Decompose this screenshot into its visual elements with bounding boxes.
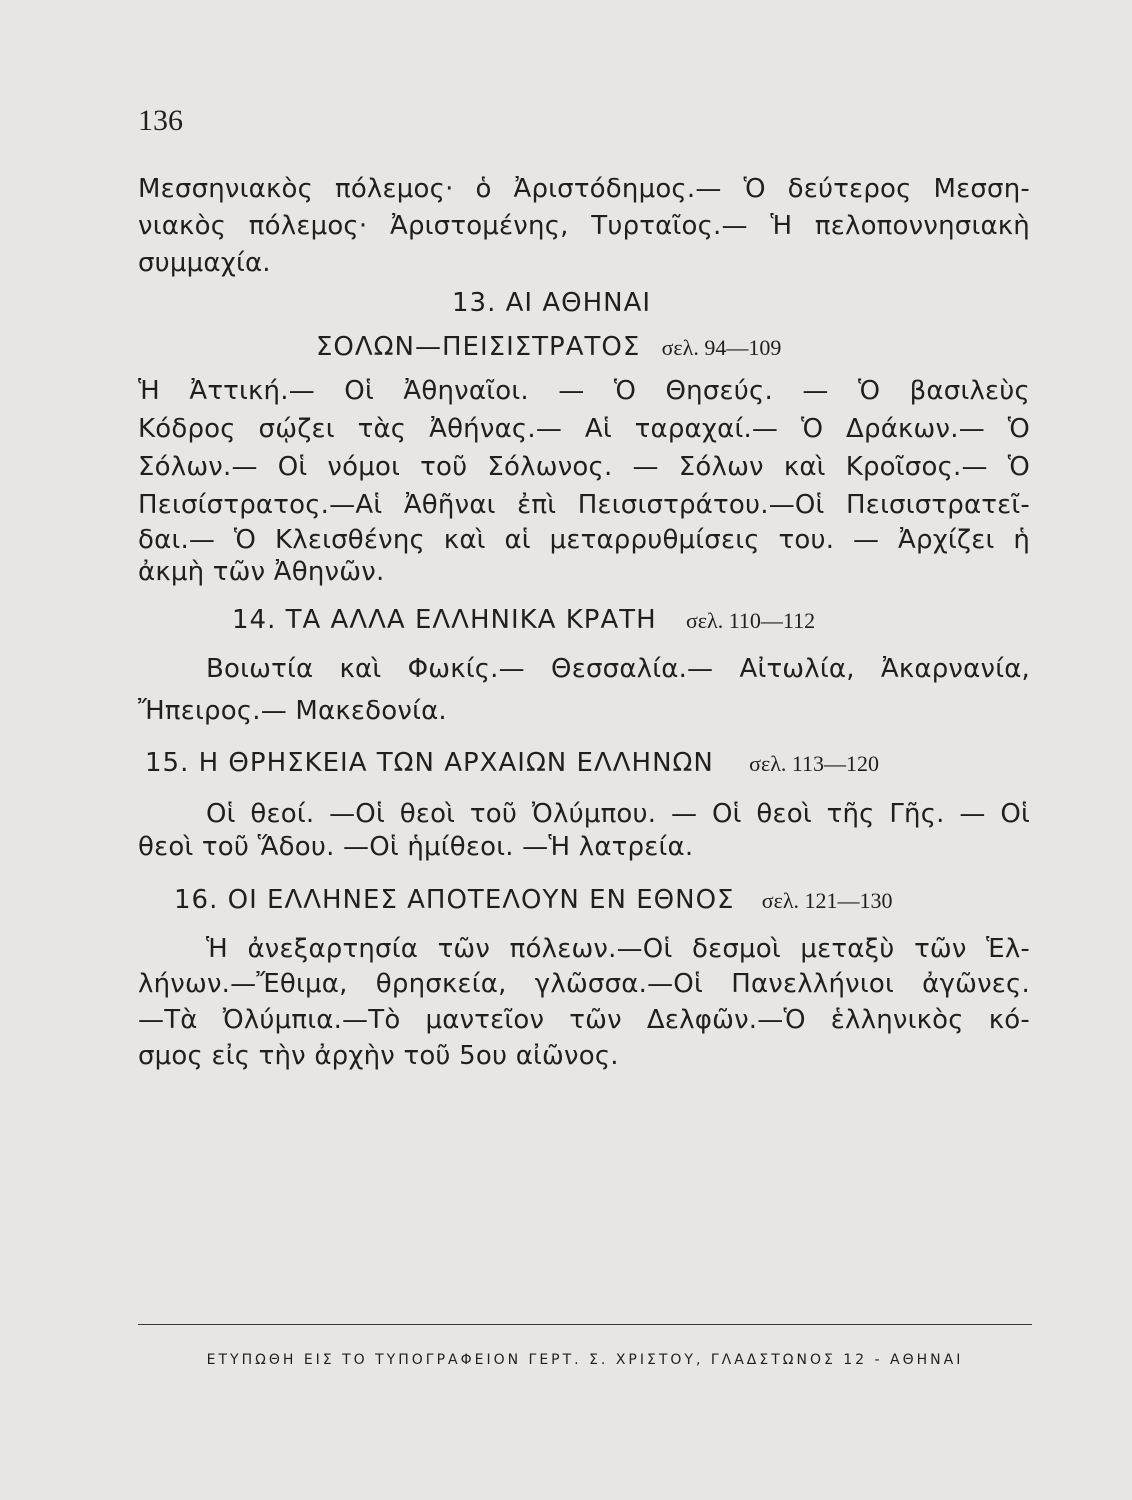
- section-16-line: —Τὰ Ὀλύμπια.—Τὸ μαντεῖον τῶν Δελφῶν.—Ὁ ἑλληνικὸς κό-: [138, 1005, 1030, 1035]
- section-14-page-ref: σελ. 110—112: [685, 608, 816, 633]
- section-13-subtitle: [316, 332, 781, 362]
- page-number: 136: [138, 104, 183, 137]
- section-13-line: Σόλων.— Οἱ νόμοι τοῦ Σόλωνος. — Σόλων καὶ Κροῖσος.— Ὁ: [138, 452, 1030, 482]
- section-13-line: Κόδρος σῴζει τὰς Ἀθήνας.— Αἱ ταραχαί.— Ὁ Δράκων.— Ὁ: [138, 414, 1030, 444]
- intro-line: Μεσσηνιακὸς πόλεμος· ὁ Ἀριστόδημος.— Ὁ δεύτερος Μεσση-: [138, 174, 1030, 204]
- section-15-heading: [145, 748, 879, 778]
- section-15-line: Οἱ θεοί. —Οἱ θεοὶ τοῦ Ὀλύμπου. — Οἱ θεοὶ τῆς Γῆς. — Οἱ: [206, 799, 1030, 829]
- section-16-line: σμος εἰς τὴν ἀρχὴν τοῦ 5ου αἰῶνος.: [138, 1041, 619, 1071]
- section-16-title: 16. ΟΙ ΕΛΛΗΝΕΣ ΑΠΟΤΕΛΟΥΝ ΕΝ ΕΘΝΟΣ: [174, 885, 735, 915]
- section-15-page-ref: σελ. 113—120: [749, 751, 880, 776]
- intro-line: συμμαχία.: [138, 248, 271, 278]
- section-13-line: ἀκμὴ τῶν Ἀθηνῶν.: [138, 557, 385, 587]
- section-16-line: λήνων.—Ἔθιμα, θρησκεία, γλῶσσα.—Οἱ Πανελλήνιοι ἀγῶνες.: [138, 969, 1030, 999]
- section-16-page-ref: σελ. 121—130: [761, 888, 893, 913]
- section-13-line: Ἡ Ἀττική.— Οἱ Ἀθηναῖοι. — Ὁ Θησεύς. — Ὁ βασιλεὺς: [138, 376, 1030, 406]
- section-14-line: Ἤπειρος.— Μακεδονία.: [138, 696, 447, 726]
- section-15-title: 15. Η ΘΡΗΣΚΕΙΑ ΤΩΝ ΑΡΧΑΙΩΝ ΕΛΛΗΝΩΝ: [145, 748, 714, 778]
- section-14-heading: [232, 605, 815, 635]
- section-13-line: Πεισίστρατος.—Αἱ Ἀθῆναι ἐπὶ Πεισιστράτου.—Οἱ Πεισιστρατεῖ-: [138, 490, 1030, 520]
- intro-line: νιακὸς πόλεμος· Ἀριστομένης, Τυρταῖος.— Ἡ πελοποννησιακὴ: [138, 211, 1030, 241]
- section-13-subtitle-text: ΣΟΛΩΝ—ΠΕΙΣΙΣΤΡΑΤΟΣ: [316, 332, 641, 362]
- footer-rule: [138, 1324, 1032, 1325]
- section-13-title: 13. ΑΙ ΑΘΗΝΑΙ: [452, 288, 652, 318]
- printer-colophon: ΕΤΥΠΩΘΗ ΕΙΣ ΤΟ ΤΥΠΟΓΡΑΦΕΙΟΝ ΓΕΡΤ. Σ. ΧΡΙΣΤΟΥ, ΓΛΑΔΣΤΩΝΟΣ 12 - ΑΘΗΝΑΙ: [206, 1352, 964, 1368]
- section-16-heading: [174, 885, 893, 915]
- section-14-title: 14. ΤΑ ΑΛΛΑ ΕΛΛΗΝΙΚΑ ΚΡΑΤΗ: [232, 605, 657, 635]
- section-15-line: θεοὶ τοῦ Ἅδου. —Οἱ ἡμίθεοι. —Ἡ λατρεία.: [138, 832, 694, 862]
- section-13-line: δαι.— Ὁ Κλεισθένης καὶ αἱ μεταρρυθμίσεις του. — Ἀρχίζει ἡ: [138, 525, 1030, 555]
- section-16-line: Ἡ ἀνεξαρτησία τῶν πόλεων.—Οἱ δεσμοὶ μεταξὺ τῶν Ἑλ-: [206, 934, 1030, 964]
- section-13-page-ref: σελ. 94—109: [661, 335, 782, 360]
- section-14-line: Βοιωτία καὶ Φωκίς.— Θεσσαλία.— Αἰτωλία, Ἀκαρνανία,: [206, 654, 1030, 684]
